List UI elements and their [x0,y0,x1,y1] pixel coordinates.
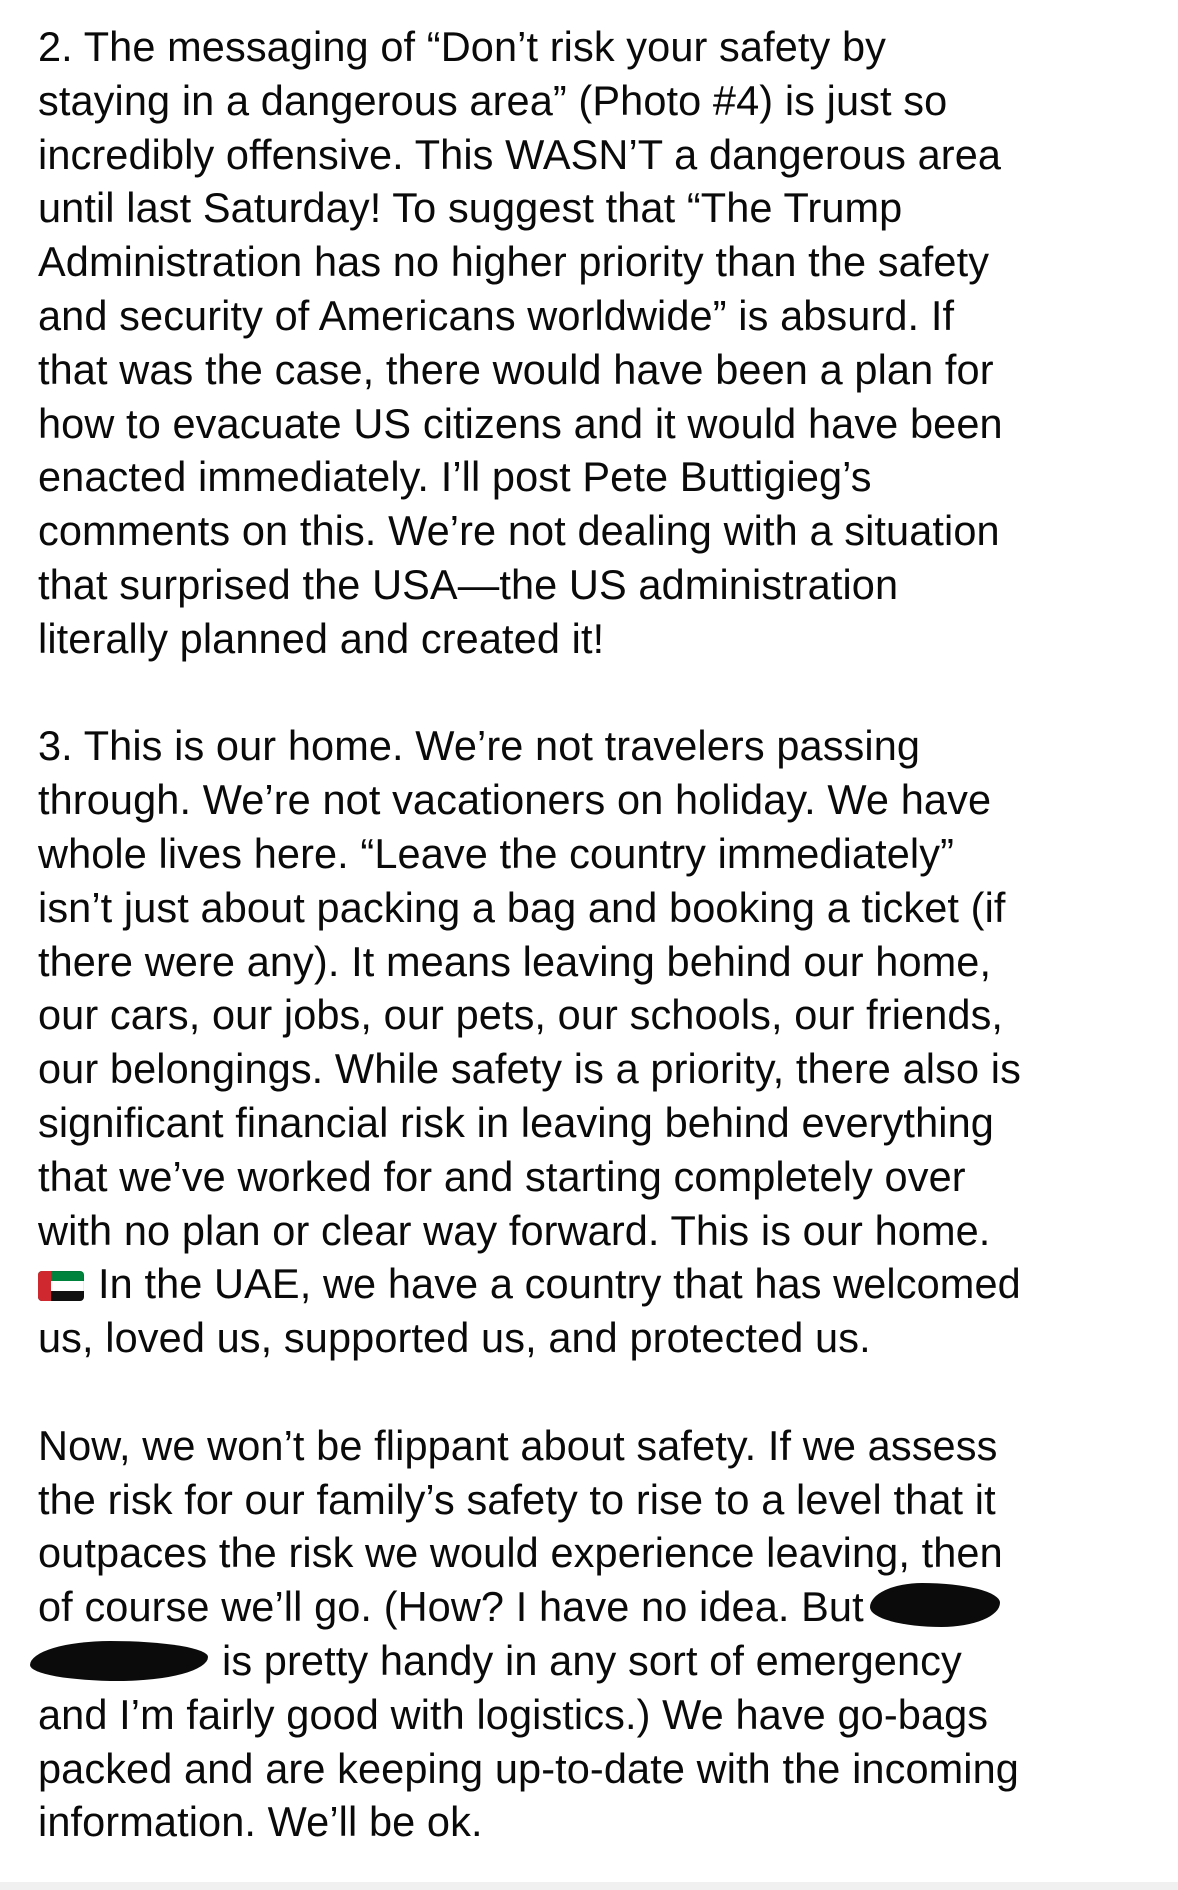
post-line: Now, we won’t be flippant about safety. If we assess [38,1421,998,1469]
post-line: that was the case, there would have been a plan for [38,345,994,393]
paragraph-gap [38,666,1150,720]
post-line-with-flag [38,1257,1150,1311]
post-line-with-redaction [38,1580,1150,1634]
post-line-text: of course we’ll go. (How? I have no idea. But [38,1583,864,1631]
post-line: incredibly offensive. This WASN’T a dangerous area [38,130,1002,178]
post-line: our belongings. While safety is a priority, there also is [38,1045,1021,1093]
redaction-scribble [30,1641,208,1681]
post-line: the risk for our family’s safety to rise to a level that it [38,1475,996,1523]
post-line: us, loved us, supported us, and protected us. [38,1314,871,1362]
post-line-with-redaction [38,1634,1150,1688]
post-line: that surprised the USA—the US administration [38,560,899,608]
post-line: Administration has no higher priority than the safety [38,238,990,286]
post-body [38,20,1150,1849]
post-line: through. We’re not vacationers on holiday. We have [38,776,992,824]
post-line: 3. This is our home. We’re not travelers passing [38,722,921,770]
post-line: with no plan or clear way forward. This is our home. [38,1206,991,1254]
post-line: whole lives here. “Leave the country immediately” [38,829,955,877]
post-line: until last Saturday! To suggest that “The Trump [38,184,903,232]
post-line-text: In the UAE, we have a country that has welcomed [98,1260,1021,1308]
post-line: significant financial risk in leaving behind everything [38,1098,994,1146]
redaction-scribble [870,1583,1000,1627]
post-line: and security of Americans worldwide” is absurd. If [38,291,955,339]
post-line: how to evacuate US citizens and it would have been [38,399,1003,447]
paragraph-gap [38,1365,1150,1419]
post-line: literally planned and created it! [38,614,605,662]
post-line: that we’ve worked for and starting completely over [38,1152,966,1200]
post-line: there were any). It means leaving behind our home, [38,937,992,985]
bottom-divider [0,1882,1178,1890]
post-line-text: is pretty handy in any sort of emergency [222,1636,962,1684]
post-line: enacted immediately. I’ll post Pete Buttigieg’s [38,453,872,501]
post-line: 2. The messaging of “Don’t risk your safety by [38,23,887,70]
post-line: and I’m fairly good with logistics.) We have go-bags [38,1690,989,1738]
post-line: comments on this. We’re not dealing with a situation [38,507,1000,555]
post-line: isn’t just about packing a bag and booking a ticket (if [38,883,1006,931]
uae-flag-icon [38,1271,84,1301]
post-line: staying in a dangerous area” (Photo #4) is just so [38,76,948,124]
post-line: packed and are keeping up-to-date with the incoming [38,1744,1019,1792]
post-line: information. We’ll be ok. [38,1798,483,1846]
post-line: our cars, our jobs, our pets, our schools, our friends, [38,991,1004,1039]
post-line: outpaces the risk we would experience leaving, then [38,1529,1003,1577]
